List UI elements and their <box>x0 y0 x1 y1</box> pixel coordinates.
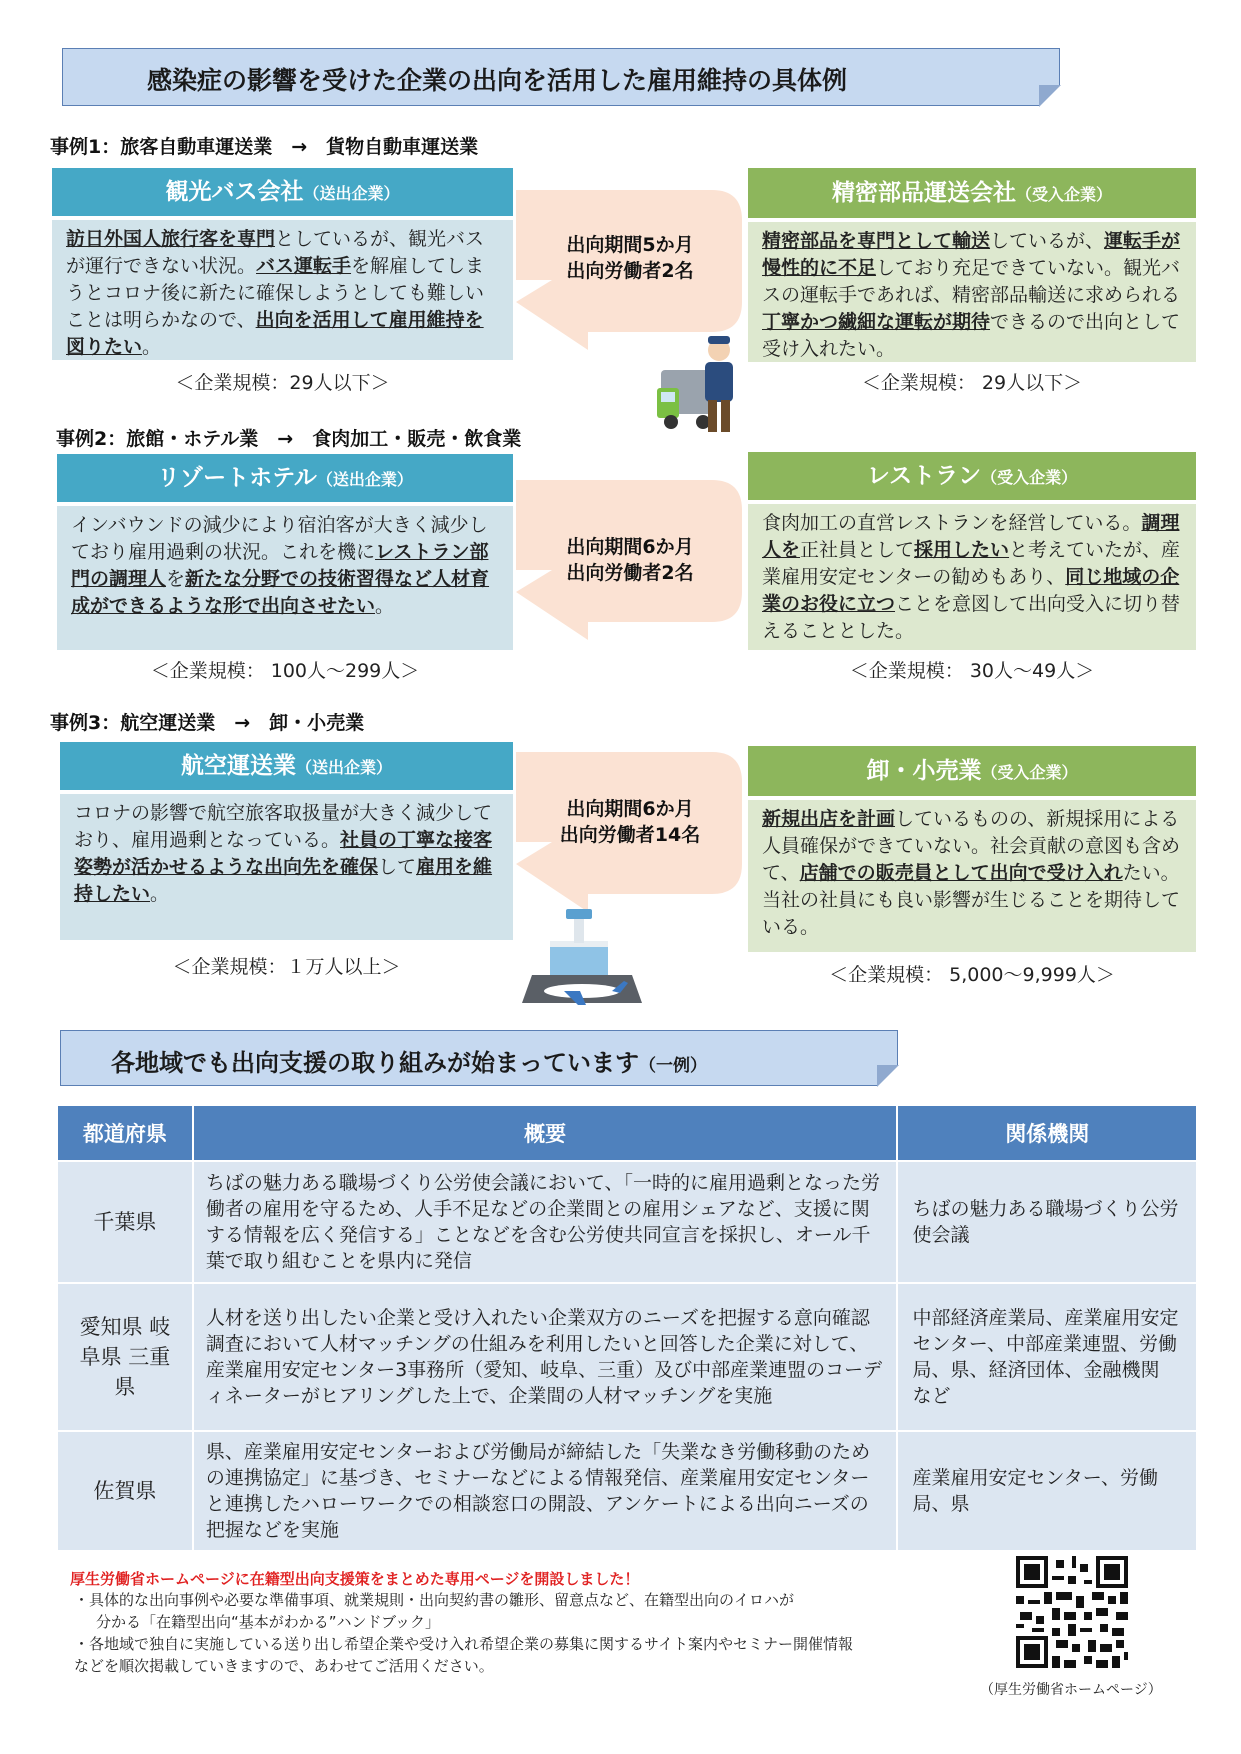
row-overview: 人材を送り出したい企業と受け入れたい企業双方のニーズを把握する意向確認調査において人材マッチングの仕組みを利用したいと回答した企業に対して、産業雇用安定センター3事務所（愛知、岐阜、三重）及び中部産業連盟のコーディネーターがヒアリングした上で、企業間の人材マッチングを実施 <box>193 1283 898 1431</box>
case1-send-tag: （送出企業） <box>303 184 400 203</box>
case1-recv-body: 精密部品を専門として輸送しているが、運転手が慢性的に不足しており充足できていない。観光バスの運転手であれば、精密部品輸送に求められる丁寧かつ繊細な運転が期待できるので出向として受け入れたい。 <box>748 222 1196 362</box>
regional-table <box>56 1104 1198 1552</box>
case2-recv-tag: （受入企業） <box>981 468 1078 487</box>
qr-code-icon[interactable] <box>1016 1556 1128 1668</box>
case1-mid-text <box>540 232 720 284</box>
case3-send-tag: （送出企業） <box>295 758 392 777</box>
footer-line1: ・具体的な出向事例や必要な準備事項、就業規則・出向契約書の雛形、留意点など、在籍型出向のイロハが <box>74 1591 795 1609</box>
row-organizations: 中部経済産業局、産業雇用安定センター、中部産業連盟、労働局、県、経済団体、金融機関 など <box>897 1283 1197 1431</box>
airport-illustration <box>520 905 644 1005</box>
case1-recv-tag: （受入企業） <box>1015 185 1112 204</box>
case2-send-body: インバウンドの減少により宿泊客が大きく減少しており雇用過剰の状況。これを機にレストラン部門の調理人を新たな分野での技術習得など人材育成ができるような形で出向させたい。 <box>57 506 513 650</box>
section2-title: 各地域でも出向支援の取り組みが始まっています <box>111 1049 639 1077</box>
row-overview: ちばの魅力ある職場づくり公労使会議において、「一時的に雇用過剰となった労働者の雇用を守るため、人手不足などの企業間との雇用シェアなど、支援に関する情報を広く発信する」ことなどを含む公労使共同宣言を採択し、オール千葉で取り組むことを県内に発信 <box>193 1161 898 1283</box>
case2-send-header <box>57 454 513 502</box>
header-prefecture: 都道府県 <box>57 1105 193 1161</box>
case3-recv-tag: （受入企業） <box>981 763 1078 782</box>
case2-mid-text <box>540 534 720 586</box>
section2-banner <box>60 1030 898 1086</box>
case1-send-scale: ＜企業規模：29人以下＞ <box>175 372 390 394</box>
section2-tag: （一例） <box>639 1056 707 1076</box>
case2-recv-scale: ＜企業規模： 30人～49人＞ <box>849 660 1095 682</box>
case3-title: 事例3：航空運送業 → 卸・小売業 <box>50 712 365 734</box>
case3-mid-text <box>540 796 720 848</box>
footer-line2: 分かる「在籍型出向“基本がわかる”ハンドブック」 <box>96 1613 441 1631</box>
case3-period: 出向期間6か月 <box>566 798 694 820</box>
case2-title: 事例2：旅館・ホテル業 → 食肉加工・販売・飲食業 <box>56 428 522 450</box>
case3-recv-body: 新規出店を計画しているものの、新規採用による人員確保ができていない。社会貢献の意図も含めて、店舗での販売員として出向で受け入れたい。当社の社員にも良い影響が生じることを期待している。 <box>748 800 1196 952</box>
table-row <box>57 1283 1197 1431</box>
fold-corner <box>1039 85 1061 107</box>
case1-send-header <box>52 168 513 216</box>
truck-driver-illustration <box>655 330 755 442</box>
case2-workers: 出向労働者2名 <box>566 562 694 584</box>
footer-line3: ・各地域で独自に実施している送り出し希望企業や受け入れ希望企業の募集に関するサイト案内やセミナー開催情報 <box>74 1635 853 1653</box>
row-organizations: 産業雇用安定センター、労働局、県 <box>897 1431 1197 1551</box>
case1-send-body: 訪日外国人旅行客を専門としているが、観光バスが運行できない状況。バス運転手を解雇してしまうとコロナ後に新たに確保しようとしても難しいことは明らかなので、出向を活用して雇用維持を図りたい。 <box>52 220 513 360</box>
case2-send-name: リゾートホテル <box>157 465 317 491</box>
fold-corner <box>877 1065 899 1087</box>
case2-recv-header <box>748 452 1196 500</box>
case1-recv-name: 精密部品運送会社 <box>831 180 1016 206</box>
case3-recv-header <box>748 746 1196 796</box>
qr-caption: （厚生労働省ホームページ） <box>980 1682 1162 1698</box>
case1-period: 出向期間5か月 <box>566 234 694 256</box>
row-organizations: ちばの魅力ある職場づくり公労使会議 <box>897 1161 1197 1283</box>
title-banner <box>62 48 1060 106</box>
case1-title: 事例1：旅客自動車運送業 → 貨物自動車運送業 <box>50 136 479 158</box>
footer-notice: 厚生労働省ホームページに在籍型出向支援策をまとめた専用ページを開設しました！ <box>70 1570 640 1588</box>
header-organizations: 関係機関 <box>897 1105 1197 1161</box>
case2-period: 出向期間6か月 <box>566 536 694 558</box>
header-overview: 概要 <box>193 1105 898 1161</box>
case3-send-scale: ＜企業規模：１万人以上＞ <box>172 956 401 978</box>
section2-title-wrap <box>111 1043 707 1078</box>
case1-recv-scale: ＜企業規模： 29人以下＞ <box>861 372 1083 394</box>
table-row <box>57 1431 1197 1551</box>
page-title: 感染症の影響を受けた企業の出向を活用した雇用維持の具体例 <box>147 66 848 95</box>
table-row <box>57 1161 1197 1283</box>
case3-send-name: 航空運送業 <box>180 753 296 779</box>
row-prefecture: 佐賀県 <box>57 1431 193 1551</box>
footer-line4: などを順次掲載していきますので、あわせてご活用ください。 <box>74 1657 494 1675</box>
case2-recv-body: 食肉加工の直営レストランを経営している。調理人を正社員として採用したいと考えていたが、産業雇用安定センターの勧めもあり、同じ地域の企業のお役に立つことを意図して出向受入に切り替えることとした。 <box>748 504 1196 650</box>
row-prefecture: 愛知県 岐阜県 三重県 <box>57 1283 193 1431</box>
case3-send-body: コロナの影響で航空旅客取扱量が大きく減少しており、雇用過剰となっている。社員の丁寧な接客姿勢が活かせるような出向先を確保して雇用を維持したい。 <box>60 794 513 940</box>
case2-send-tag: （送出企業） <box>316 470 413 489</box>
case2-send-scale: ＜企業規模： 100人～299人＞ <box>150 660 420 682</box>
case1-send-name: 観光バス会社 <box>165 179 304 205</box>
table-header-row <box>57 1105 1197 1161</box>
row-prefecture: 千葉県 <box>57 1161 193 1283</box>
case3-recv-scale: ＜企業規模： 5,000～9,999人＞ <box>829 964 1115 986</box>
row-overview: 県、産業雇用安定センターおよび労働局が締結した「失業なき労働移動のための連携協定」に基づき、セミナーなどによる情報発信、産業雇用安定センターと連携したハローワークでの相談窓口の開設、アンケートによる出向ニーズの把握などを実施 <box>193 1431 898 1551</box>
case1-workers: 出向労働者2名 <box>566 260 694 282</box>
case3-recv-name: 卸・小売業 <box>866 758 982 784</box>
case3-workers: 出向労働者14名 <box>559 824 701 846</box>
case1-recv-header <box>748 168 1196 218</box>
case2-recv-name: レストラン <box>866 463 982 489</box>
case3-send-header <box>60 742 513 790</box>
